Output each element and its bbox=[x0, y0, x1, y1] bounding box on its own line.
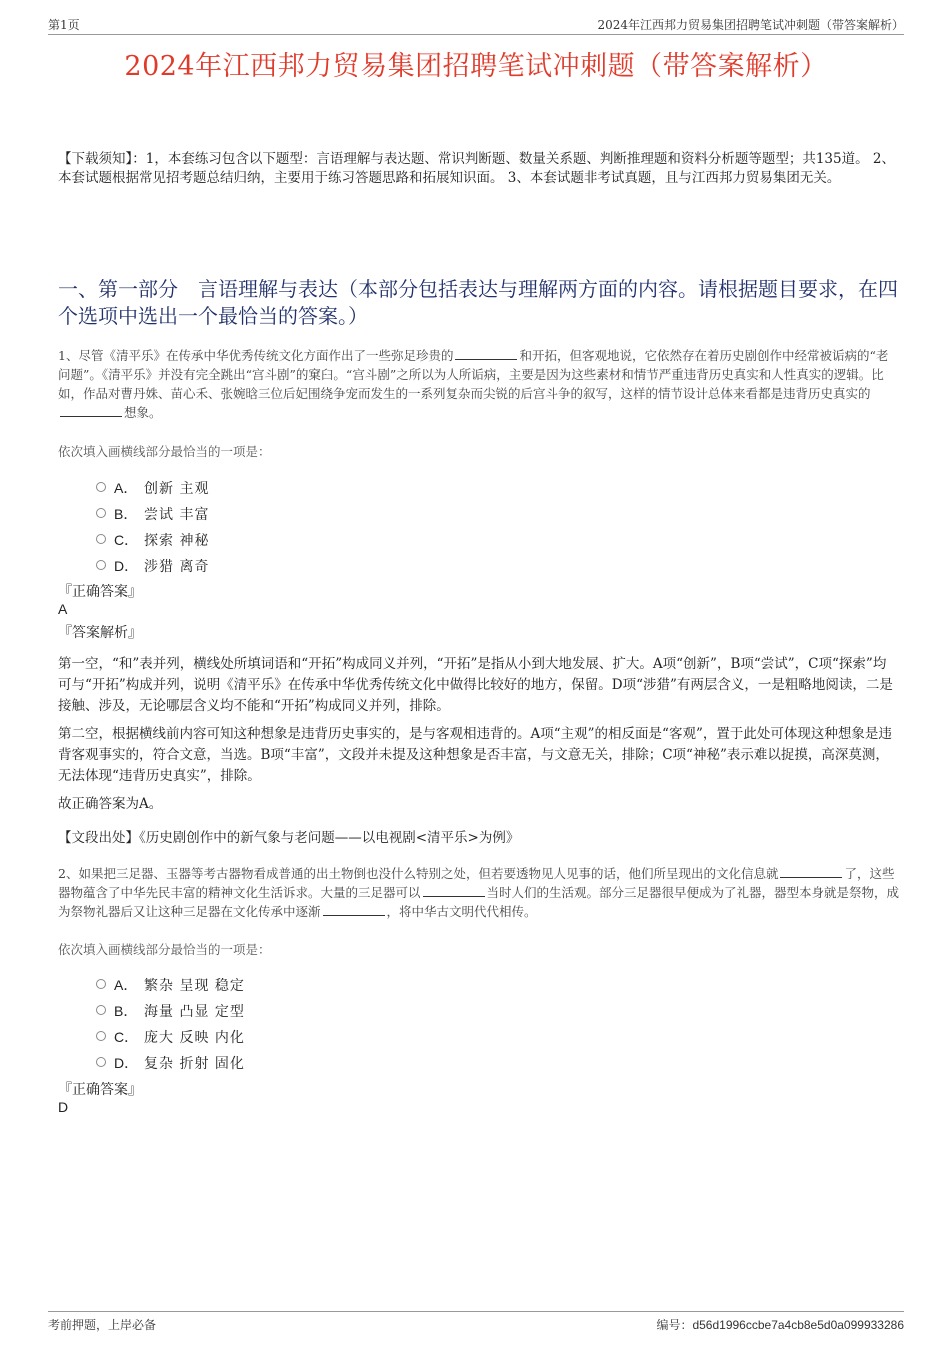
radio-icon[interactable] bbox=[96, 979, 106, 989]
radio-icon[interactable] bbox=[96, 534, 106, 544]
document-code: 编号：d56d1996ccbe7a4cb8e5d0a099933286 bbox=[656, 1318, 904, 1332]
fill-blank bbox=[423, 884, 485, 897]
radio-icon[interactable] bbox=[96, 508, 106, 518]
option-b[interactable]: B． 尝试 丰富 bbox=[96, 501, 596, 527]
question-1-prompt: 依次填入画横线部分最恰当的一项是： bbox=[58, 444, 271, 459]
footer-slogan: 考前押题，上岸必备 bbox=[48, 1318, 157, 1332]
fill-blank bbox=[780, 865, 842, 878]
analysis-paragraph: 第一空，“和”表并列，横线处所填词语和“开拓”构成同义并列，“开拓”是指从小到大地发展、扩大。A项“创新”，B项“尝试”，C项“探索”均可与“开拓”构成并列，说明《清平乐》在传承中华优秀传统文化中做得比较好的地方，保留。D项“涉猎”有两层含义，一是粗略地阅读，二是接触、涉及，无论哪层含义均不能和“开拓”构成同义并列，排除。 bbox=[58, 656, 893, 714]
option-a[interactable]: A． 创新 主观 bbox=[96, 475, 596, 501]
option-a[interactable]: A． 繁杂 呈现 稳定 bbox=[96, 972, 596, 998]
option-b[interactable]: B． 海量 凸显 定型 bbox=[96, 998, 596, 1024]
question-2-stem: 2、如果把三足器、玉器等考古器物看成普通的出土物倒也没什么特别之处，但若要透物见人见事的话，他们所呈现出的文化信息就 了，这些器物蕴含了中华先民丰富的精神文化生活诉求。大量的三足器可以 当时人们的生活观。部分三足器很早便成为了礼器，器型本身就是祭物，成为祭物礼器后又让这种三足器在文化传承中逐渐 ，将中华古文明代代相传。 bbox=[58, 866, 900, 919]
section-heading: 一、第一部分 言语理解与表达（本部分包括表达与理解两方面的内容。请根据题目要求，在四个选项中选出一个最恰当的答案。） bbox=[58, 277, 898, 328]
fill-blank bbox=[60, 404, 122, 417]
question-2-options bbox=[96, 972, 596, 1076]
radio-icon[interactable] bbox=[96, 1057, 106, 1067]
analysis-paragraph: 第二空，根据横线前内容可知这种想象是违背历史事实的，是与客观相违背的。A项“主观”的相反面是“客观”，置于此处可体现这种想象是违背客观事实的，符合文意，当选。B项“丰富”，文段并未提及这种想象是否丰富，与文意无关，排除；C项“神秘”表示难以捉摸，高深莫测，无法体现“违背历史真实”，排除。 bbox=[58, 726, 892, 784]
radio-icon[interactable] bbox=[96, 1031, 106, 1041]
question-2-prompt: 依次填入画横线部分最恰当的一项是： bbox=[58, 942, 271, 957]
question-1-stem: 1、尽管《清平乐》在传承中华优秀传统文化方面作出了一些弥足珍贵的 和开拓，但客观地说，它依然存在着历史剧创作中经常被诟病的“老问题”。《清平乐》并没有完全跳出“宫斗剧”的窠臼。“宫斗剧”之所以为人所诟病，主要是因为这些素材和情节严重违背历史真实和人性真实的逻辑。比如，作品对曹丹姝、苗心禾、张婉晗三位后妃围绕争宠而发生的一系列复杂而尖锐的后宫斗争的叙写，这样的情节设计总体来看都是违背历史真实的想象。 bbox=[58, 348, 889, 420]
question-1-options bbox=[96, 475, 596, 579]
correct-answer-label: 『正确答案』 bbox=[58, 1082, 142, 1098]
option-d[interactable]: D． 复杂 折射 固化 bbox=[96, 1050, 596, 1076]
header-doc-title: 2024年江西邦力贸易集团招聘笔试冲刺题（带答案解析） bbox=[597, 18, 904, 32]
radio-icon[interactable] bbox=[96, 482, 106, 492]
page-footer bbox=[48, 1311, 904, 1334]
correct-answer: A bbox=[58, 601, 68, 617]
radio-icon[interactable] bbox=[96, 1005, 106, 1015]
fill-blank bbox=[323, 903, 385, 916]
correct-answer: D bbox=[58, 1099, 69, 1115]
download-notice: 【下载须知】：1，本套练习包含以下题型：言语理解与表达题、常识判断题、数量关系题、判断推理题和资料分析题等题型；共135道。 2、本套试题根据常见招考题总结归纳，主要用于练习答题思路和拓展知识面。 3、本套试题非考试真题，且与江西邦力贸易集团无关。 bbox=[58, 151, 895, 186]
radio-icon[interactable] bbox=[96, 560, 106, 570]
option-c[interactable]: C． 探索 神秘 bbox=[96, 527, 596, 553]
passage-source: 【文段出处】《历史剧创作中的新气象与老问题——以电视剧<清平乐>为例》 bbox=[58, 830, 520, 846]
page-header bbox=[48, 14, 904, 35]
analysis-conclusion: 故正确答案为A。 bbox=[58, 796, 163, 812]
page-number: 第1页 bbox=[48, 18, 80, 32]
correct-answer-label: 『正确答案』 bbox=[58, 584, 142, 600]
fill-blank bbox=[455, 347, 517, 360]
option-c[interactable]: C． 庞大 反映 内化 bbox=[96, 1024, 596, 1050]
analysis-label: 『答案解析』 bbox=[58, 625, 142, 641]
option-d[interactable]: D． 涉猎 离奇 bbox=[96, 553, 596, 579]
document-title: 2024年江西邦力贸易集团招聘笔试冲刺题（带答案解析） bbox=[124, 51, 828, 82]
